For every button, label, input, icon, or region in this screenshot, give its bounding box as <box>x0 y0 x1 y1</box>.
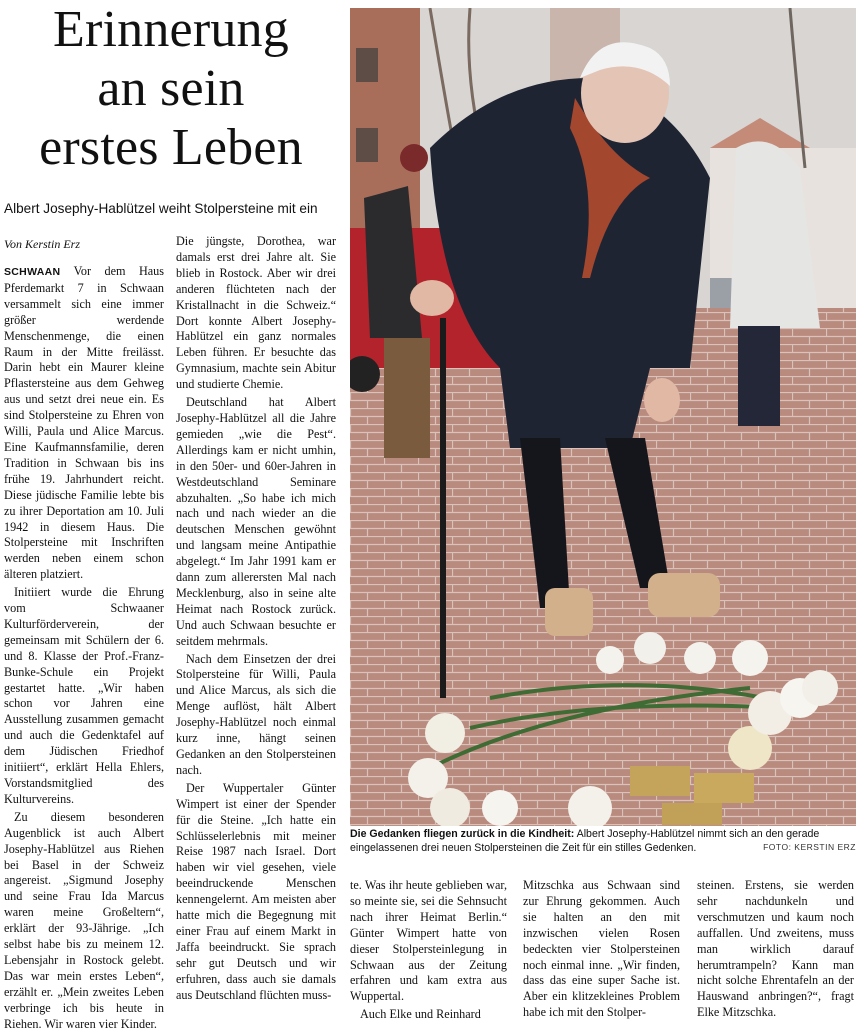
photo-credit: FOTO: KERSTIN ERZ <box>763 842 856 852</box>
dateline: SCHWAAN <box>4 266 61 278</box>
left-shoe <box>545 588 593 636</box>
paragraph: Deutschland hat Albert Josephy-Hablützel all die Jahre gemieden „wie die Pest“. Allerdings kam er nicht umhin, in den 50er- und 60er-Jahren in Westdeutschland Seminare abzuhalten. „So habe ich mich nach und nach wieder an die deutschen Menschen gewöhnt und langsam meine Antipathie abgelegt.“ Im Jahr 1991 kam er dann zum allerersten Mal nach Mecklenburg, also in seine alte Heimat nach Rostock zurück. Und auch Schwaan besuchte er seitdem mehrmals. <box>176 395 336 648</box>
article-column-1 <box>4 264 164 1033</box>
paragraph: steinen. Erstens, sie werden sehr nachdunkeln und verschmutzen und kaum noch auffallen. Und zweitens, muss man wirklich darauf herumtrampeln? Kann man nicht solche Ehrentafeln an der Hauswand anbringen?“, fragt Elke Mitzschka. <box>697 878 854 1020</box>
right-hand <box>644 378 680 422</box>
subheadline: Albert Josephy-Hablützel weiht Stolpersteine mit ein <box>4 201 318 216</box>
caption-text: Albert Josephy-Hablützel nimmt sich an den gerade eingelassenen drei neuen Stolpersteinen die Zeit für ein stilles Gedenken. <box>350 828 820 854</box>
photo-illustration <box>350 8 856 826</box>
paragraph: Mitzschka aus Schwaan sind zur Ehrung gekommen. Auch sie halten an den mit inzwischen vielen Rosen bedeckten vier Stolpersteinen noch einmal inne. „Wir finden, dass das eine super Sache ist. Aber ein klitzekleines Problem habe ich mit den Stolper- <box>523 878 680 1020</box>
paragraph: Der Wuppertaler Günter Wimpert ist einer der Spender für die Steine. „Ich hatte ein Schlüsselerlebnis mit meiner Reise 1987 nach Israel. Dort haben wir viel gesehen, viele beeindruckende Menschen kennengelernt. Am meisten aber hatte mich die Begegnung mit einer Frau auf einem Markt in Jaffa beeindruckt. Sie sprach sehr gut Deutsch und wir erfuhren, dass auch sie damals aus Deutschland flüchten muss- <box>176 780 336 1002</box>
article-column-3 <box>350 878 507 1023</box>
paragraph: Auch Elke und Reinhard <box>360 1007 481 1022</box>
paragraph: Initiiert wurde die Ehrung vom Schwaaner Kulturförderverein, der gemeinsam mit Schülern der 6. und 8. Klasse der Prof.-Franz-Bunke-Schule ein Projekt gestartet hatte. „Wir haben schon vor Jahren eine Ausstellung zusammen gemacht und auch die Gedenktafel auf dem Jüdischen Friedhof initiiert“, erklärt Hella Ehlers, Vorstandsmitglied des Kulturvereins. <box>4 585 164 806</box>
article-column-5 <box>697 878 854 1021</box>
paragraph: Die jüngste, Dorothea, war damals erst drei Jahre alt. Sie blieb in Rostock. Aber wir drei anderen flüchteten nach der Kristallnacht in die Schweiz.“ Dort konnte Albert Josephy-Hablützel ein ganz normales Leben führen. Er besuchte das Gymnasium, machte sein Abitur und studierte Chemie. <box>176 234 336 392</box>
byline: Von Kerstin Erz <box>4 237 81 251</box>
paragraph: te. Was ihr heute geblieben war, so meinte sie, sei die Sehnsucht nach ihrer Heimat Berlin.“ Günter Wimpert hatte von dieser Stolpersteinlegung in Schwaan aus der Zeitung erfahren und kam extra aus Wuppertal. <box>350 878 507 1004</box>
headline-line-2: an sein <box>97 60 245 117</box>
article-column-2 <box>176 234 336 1004</box>
paragraph: Nach dem Einsetzen der drei Stolpersteine für Willi, Paula und Alice Marcus, als sich die Menge auflöst, hält Albert Josephy-Hablützel noch einmal kurz inne, hängt seinen Gedanken an den Stolpersteinen nach. <box>176 651 336 777</box>
headline-line-3: erstes Leben <box>39 119 303 176</box>
walking-cane <box>440 318 446 698</box>
left-hand <box>410 280 454 316</box>
caption-lead: Die Gedanken fliegen zurück in die Kindheit: <box>350 828 575 840</box>
headline-line-1: Erinnerung <box>53 1 289 58</box>
paragraph <box>4 264 164 583</box>
bystander-trousers <box>384 338 430 458</box>
article-column-4 <box>523 878 680 1021</box>
paragraph: Zu diesem besonderen Augenblick ist auch Albert Josephy-Hablützel aus Riehen bei Basel in der Schweiz angereist. „Sigmund Josephy und seine Frau Ida Marcus waren meine Großeltern“, erklärt der 93-Jährige. „Ich selbst habe bis zu meinem 12. Lebensjahr in Rostock gelebt. Das war mein erstes Leben“, erzählt er. „Mein zweites Leben verbringe ich bis heute in Riehen. Wir waren vier Kinder. <box>4 809 164 1031</box>
right-shoe <box>648 573 720 617</box>
article-photo <box>350 8 856 826</box>
headline <box>0 0 342 196</box>
paragraph-text: Vor dem Haus Pferdemarkt 7 in Schwaan versammelt sich eine immer größer werdende Menschenmenge, die einen Raum in der Mitte freilässt. Darin hebt ein Maurer kleine Pflastersteine aus dem Gehweg aus und setzt drei neue ein. Es sind Stolpersteine zu Ehren von Willi, Paula und Alice Marcus. Eine Kaufmannsfamilie, deren Tradition in Schwaan bis ins frühe 19. Jahrhundert reicht. Diese jüdische Familie lebte bis zu ihrer Deportation am 10. Juli 1942 in diesem Haus. Die Stolpersteine mit Inschriften werden neben einem schon älteren platziert. <box>4 264 164 582</box>
